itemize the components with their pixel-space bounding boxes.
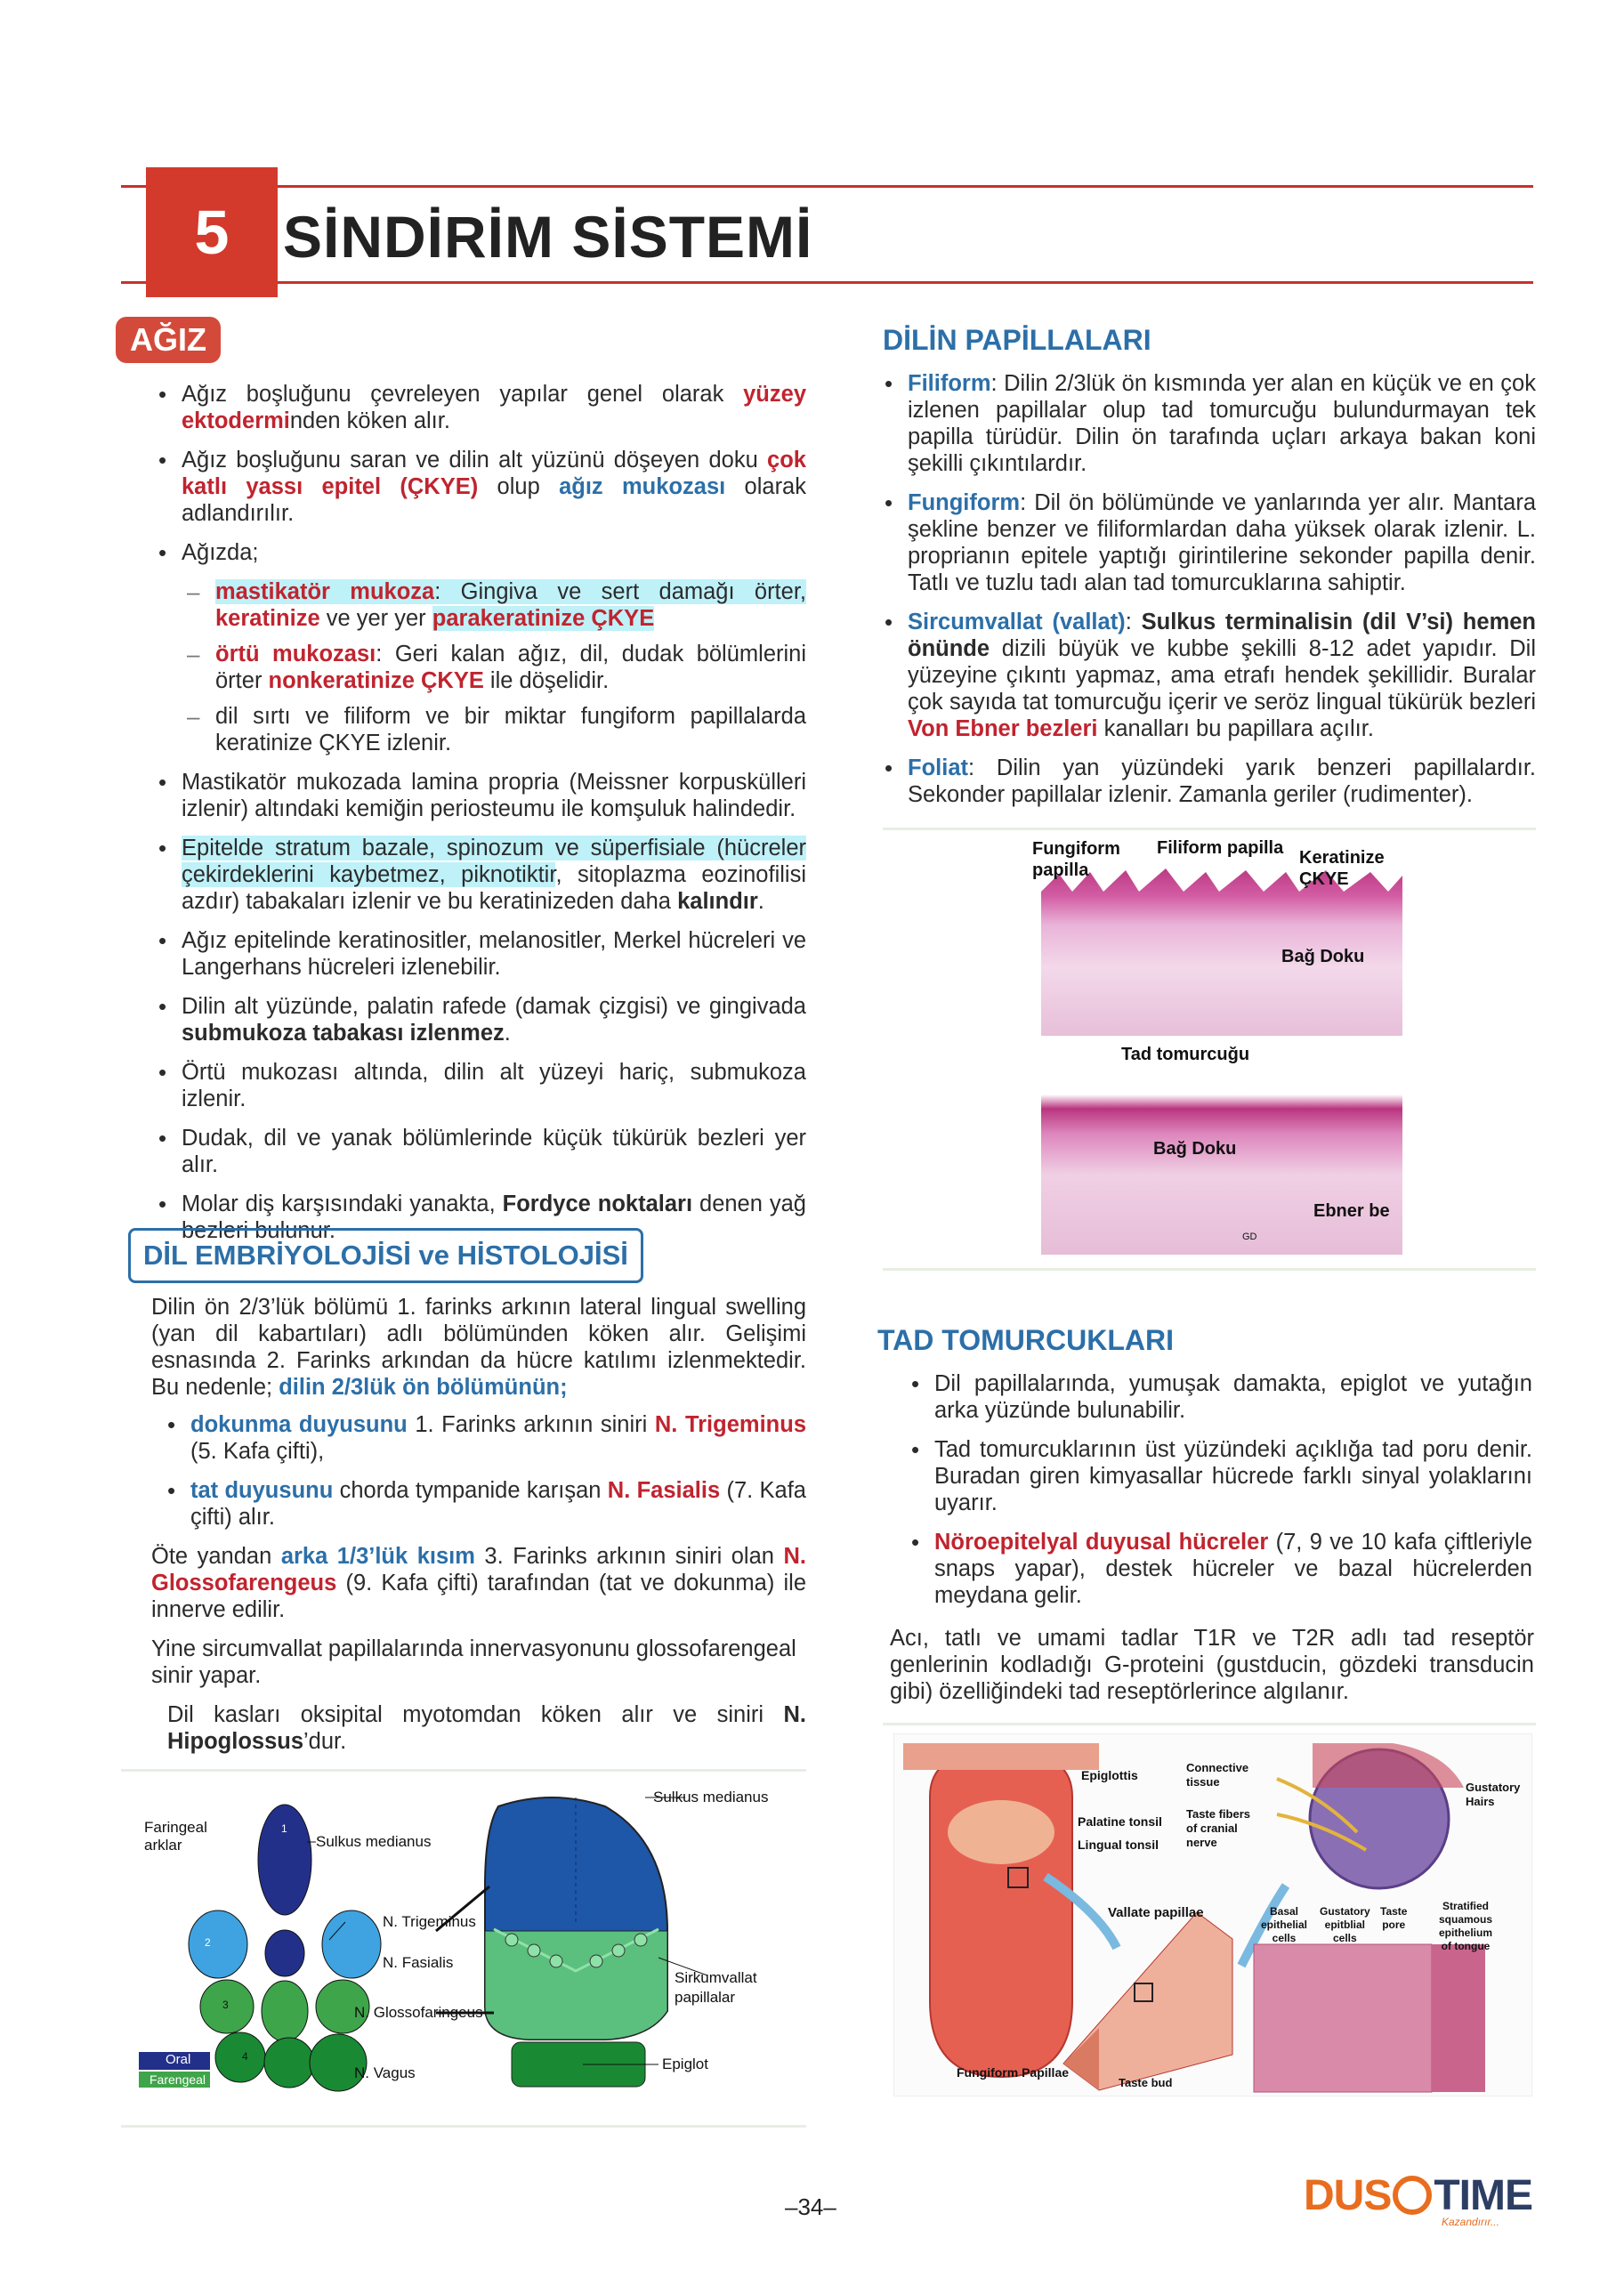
- chapter-number: 5: [146, 167, 278, 297]
- vallate-dot: [505, 1934, 518, 1946]
- separator: [883, 1723, 1536, 1725]
- logo-dus: DUS: [1304, 2172, 1392, 2219]
- label-taste-bud: Taste bud: [1119, 2076, 1173, 2089]
- list-item: • Sircumvallat (vallat): Sulkus terminalisin (dil V’si) hemen önünde dizili büyük ve kubbe şekilli 8-12 adet yapıdır. Dil yüzeyine çıkıntı yapmaz, ama etrafı hendek şekillidir. Buralar çok sayıda tat tomurcuğu içerir ve seröz lingual tükürük bezleri Von Ebner bezleri kanalları bu papillara açılır.: [883, 609, 1536, 742]
- micro-image: [1254, 1944, 1432, 2092]
- arch-shape: [258, 1805, 311, 1915]
- separator: [121, 1769, 806, 1772]
- header-rule-top: [121, 185, 1533, 188]
- sub-item: – örtü mukozası: Geri kalan ağız, dil, dudak bölümlerini örter nonkeratinize ÇKYE ile döşelidir.: [182, 641, 806, 694]
- paragraph: Dil kasları oksipital myotomdan köken alır ve siniri N. Hipoglossus’dur.: [167, 1702, 806, 1754]
- label-ebner: Ebner be: [1313, 1201, 1390, 1221]
- label-bag-doku-1: Bağ Doku: [1281, 947, 1365, 966]
- vallate-dot: [528, 1944, 540, 1957]
- separator: [121, 2125, 806, 2128]
- label-fasialis: N. Fasialis: [383, 1954, 454, 1971]
- section-title-embriyoloji: DİL EMBRİYOLOJİSİ ve HİSTOLOJİSİ: [128, 1228, 643, 1283]
- list-item: • Ağız boşluğunu çevreleyen yapılar genel olarak yüzey ektoderminden köken alır.: [157, 381, 806, 434]
- label-sulkus-2: Sulkus medianus: [653, 1789, 769, 1805]
- micro-image-edge: [1432, 1944, 1485, 2092]
- label-epiglottis: Epiglottis: [1081, 1768, 1138, 1782]
- arch-number: 4: [242, 2050, 248, 2063]
- list-item: • Epitelde stratum bazale, spinozum ve süperfisiale (hücreler çekirdeklerini kaybetmez, piknotiktir, sitoplazma eozinofilisi azdır) tabakaları izlenir ve bu keratinizeden daha kalındır.: [157, 835, 806, 915]
- arch-shape: [265, 1930, 304, 1976]
- list-item: • Ağızda; – mastikatör mukoza: Gingiva ve sert damağı örter, keratinize ve yer yer parakeratinize ÇKYE – örtü mukozası: Geri kalan ağız, dil, dudak bölümlerini örter nonkeratinize ÇKYE ile döşelidir. – dil sırtı ve filiform ve bir miktar fungiform papillalarda keratinize ÇKYE izlenir.: [157, 539, 806, 756]
- label-fungiform: Fungiform papilla: [1032, 839, 1120, 880]
- vallate-dot: [612, 1944, 625, 1957]
- tad-content: [909, 1370, 1532, 1621]
- tooth-icon: [1393, 2176, 1432, 2215]
- label-gd: GD: [1242, 1232, 1257, 1242]
- list-item: • Örtü mukozası altında, dilin alt yüzeyi hariç, submukoza izlenir.: [157, 1059, 806, 1112]
- arch-number: 3: [222, 1999, 229, 2011]
- label-gustatory-epithelial: Gustatory epitblial cells: [1320, 1905, 1370, 1944]
- sub-item: – dil sırtı ve filiform ve bir miktar fungiform papillalarda keratinize ÇKYE izlenir.: [182, 703, 806, 756]
- list-item: • Foliat: Dilin yan yüzündeki yarık benzeri papillalardır. Sekonder papillalar izlenir. Zamanla geriler (rudimenter).: [883, 755, 1536, 808]
- paragraph: Yine sircumvallat papillalarında innervasyonunu glossofarengeal sinir yapar.: [151, 1636, 796, 1688]
- label-keratinize: Keratinize ÇKYE: [1299, 848, 1385, 889]
- list-item: • Dudak, dil ve yanak bölümlerinde küçük tükürük bezleri yer alır.: [157, 1125, 806, 1178]
- label-trigeminus: N. Trigeminus: [383, 1913, 476, 1930]
- chapter-title: SİNDİRİM SİSTEMİ: [283, 204, 813, 270]
- embriyoloji-content: [151, 1294, 806, 1755]
- label-taste-pore: Taste pore: [1380, 1905, 1408, 1931]
- section-title-papilla: DİLİN PAPİLLALARI: [883, 324, 1151, 356]
- label-vagus: N. Vagus: [354, 2064, 416, 2081]
- page-number: –34–: [785, 2193, 836, 2220]
- papilla-content: [883, 370, 1536, 820]
- figure-tongue-embryology: [133, 1780, 792, 2111]
- label-palatine: Palatine tonsil: [1078, 1814, 1162, 1829]
- tongue-root-shape: [485, 1931, 667, 2040]
- label-taste-fibers: Taste fibers of cranial nerve: [1186, 1807, 1251, 1849]
- label-gustatory-hairs: Gustatory Hairs: [1466, 1781, 1521, 1808]
- arch-shape: [215, 2032, 265, 2082]
- arch-number: 2: [205, 1936, 211, 1949]
- label-lingual: Lingual tonsil: [1078, 1838, 1159, 1852]
- list-item: • Molar diş karşısındaki yanakta, Fordyce noktaları denen yağ bezleri bulunur.: [157, 1191, 806, 1244]
- label-vallate: Vallate papillae: [1108, 1905, 1204, 1920]
- label-faringeal: Faringeal arklar: [144, 1819, 207, 1854]
- arch-number: 1: [281, 1822, 287, 1835]
- vallate-dot: [634, 1934, 647, 1946]
- separator: [883, 1268, 1536, 1271]
- list-item: • Ağız epitelinde keratinositler, melanositler, Merkel hücreleri ve Langerhans hücreleri izlenebilir.: [157, 927, 806, 981]
- label-bag-doku-2: Bağ Doku: [1153, 1139, 1237, 1159]
- arch-shape: [322, 1910, 381, 1978]
- paragraph: Öte yandan arka 1/3’lük kısım 3. Farinks arkının siniri olan N. Glossofarengeus (9. Kafa çifti) tarafından (tat ve dokunma) ile innerve edilir.: [151, 1544, 806, 1622]
- label-connective: Connective tissue: [1186, 1761, 1249, 1789]
- header-rule-bottom: [121, 281, 1533, 284]
- arch-shape: [262, 1981, 308, 2041]
- vallate-region: [948, 1800, 1054, 1864]
- histology-image-2: [1041, 1077, 1402, 1255]
- label-sirkumvallat: Sirkumvallat papillalar: [675, 1969, 757, 2006]
- list-item: • Dil papillalarında, yumuşak damakta, epiglot ve yutağın arka yüzünde bulunabilir.: [909, 1370, 1532, 1424]
- label-stratified: Stratified squamous epithelium of tongue: [1439, 1900, 1493, 1952]
- logo-subtitle: Kazandırır...: [1442, 2216, 1499, 2228]
- label-epiglot: Epiglot: [662, 2056, 708, 2072]
- arch-shape: [264, 2038, 314, 2088]
- figure-histology: [1032, 838, 1406, 1261]
- agiz-content: [157, 381, 806, 1256]
- list-item: • Tad tomurcuklarının üst yüzündeki açıklığa tad poru denir. Buradan giren kimyasallar hücrede farklı sinyal yolaklarını uyarır.: [909, 1436, 1532, 1516]
- legend-farengeal: Farengeal: [149, 2072, 206, 2087]
- legend-oral: Oral: [166, 2052, 191, 2067]
- list-item: • Nöroepitelyal duyusal hücreler (7, 9 ve 10 kafa çiftleriyle snaps yapar), destek hücreler ve bazal hücrelerden meydana gelir.: [909, 1529, 1532, 1609]
- list-item: • Mastikatör mukozada lamina propria (Meissner korpuskülleri izlenir) altındaki kemiğin periosteumu ile komşuluk halindedir.: [157, 769, 806, 822]
- separator: [883, 828, 1536, 830]
- throat-shape: [903, 1743, 1099, 1770]
- logo-time: TIME: [1434, 2172, 1532, 2219]
- figure-taste-bud: [893, 1733, 1532, 2096]
- list-item: • Dilin alt yüzünde, palatin rafede (damak çizgisi) ve gingivada submukoza tabakası izlenmez.: [157, 993, 806, 1046]
- arch-shape: [189, 1910, 247, 1978]
- label-glosso: N. Glossofaringeus: [354, 2004, 483, 2021]
- paragraph: Dilin ön 2/3’lük bölümü 1. farinks arkının lateral lingual swelling (yan dil kabartıları) adlı bölümünden köken alır. Gelişimi esnasında 2. Farinks arkından da hücre katılımı izlenmektedir. Bu nedenle; dilin 2/3lük ön bölümünün;: [151, 1295, 806, 1400]
- section-title-agiz: AĞIZ: [116, 317, 221, 363]
- label-sulkus-1: Sulkus medianus: [316, 1833, 432, 1850]
- arch-shape: [310, 2034, 367, 2091]
- label-filiform: Filiform papilla: [1157, 838, 1284, 858]
- label-tad-tomurcugu: Tad tomurcuğu: [1121, 1045, 1250, 1064]
- tad-paragraph: Acı, tatlı ve umami tadlar T1R ve T2R adlı tad reseptör genlerinin kodladığı G-proteini (gustducin, gözdeki transducin gibi) özelliğindeki tad reseptörlerince algılanır.: [890, 1626, 1534, 1704]
- sub-item: – mastikatör mukoza: Gingiva ve sert damağı örter, keratinize ve yer yer parakeratinize ÇKYE: [182, 578, 806, 632]
- label-fungiform-papillae: Fungiform Papillae: [957, 2065, 1070, 2080]
- list-item: • Filiform: Dilin 2/3lük ön kısmında yer alan en küçük ve en çok izlenen papillalar olup tad tomurcuğu bulundurmayan tek papilla türüdür. Dilin ön tarafında uçları arkaya bakan koni şekilli çıkıntılardır.: [883, 370, 1536, 477]
- label-basal: Basal epithelial cells: [1261, 1905, 1308, 1944]
- vallate-dot: [590, 1955, 602, 1967]
- list-item: • tat duyusunu chorda tympanide karışan N. Fasialis (7. Kafa çifti) alır.: [166, 1477, 806, 1531]
- vallate-dot: [550, 1955, 562, 1967]
- list-item: • Fungiform: Dil ön bölümünde ve yanlarında yer alır. Mantara şekline benzer ve filiformlardan daha yüksek olarak izlenir. L. proprianın epitele yaptığı girintilerine sekonder papilla denir. Tatlı ve tuzlu tadı alan tad tomurcuklarına sahiptir.: [883, 489, 1536, 596]
- dustime-logo: [1304, 2171, 1532, 2220]
- section-title-tad: TAD TOMURCUKLARI: [877, 1324, 1174, 1356]
- list-item: • dokunma duyusunu 1. Farinks arkının siniri N. Trigeminus (5. Kafa çifti),: [166, 1411, 806, 1465]
- list-item: • Ağız boşluğunu saran ve dilin alt yüzünü döşeyen doku çok katlı yassı epitel (ÇKYE) olup ağız mukozası olarak adlandırılır.: [157, 447, 806, 527]
